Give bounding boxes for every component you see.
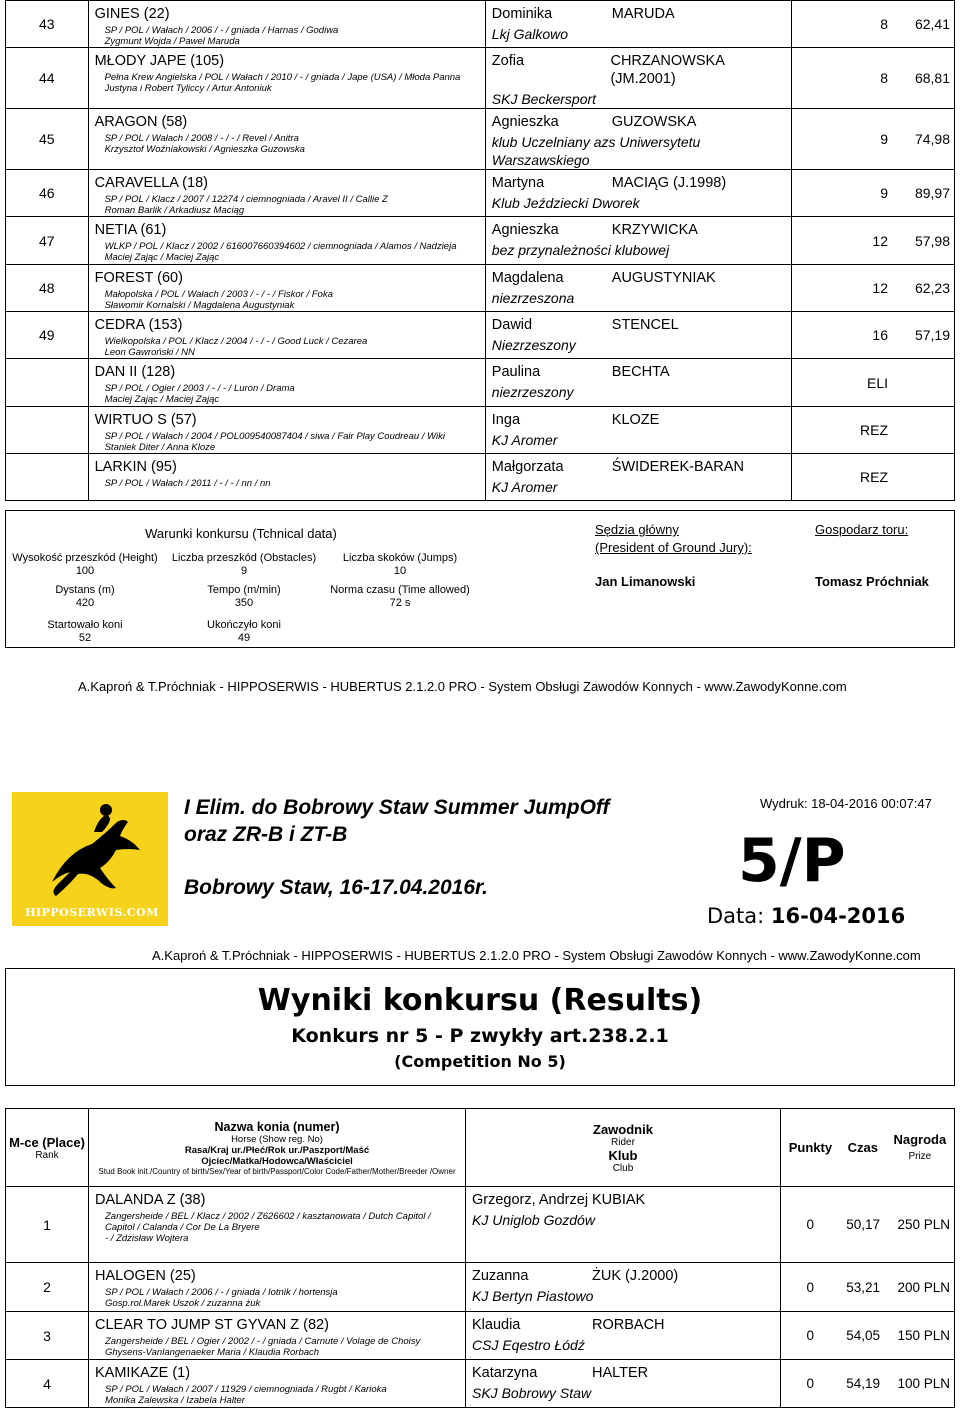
- club-name: Lkj Galkowo: [491, 26, 569, 42]
- judge-label-en: (President of Ground Jury):: [595, 540, 752, 555]
- result-line: [792, 70, 954, 86]
- col-horse-label: Nazwa konia (numer): [214, 1119, 340, 1134]
- print-date: Wydruk: 18-04-2016 00:07:47: [760, 796, 932, 811]
- rider-name: [466, 1263, 780, 1285]
- rider-name: [486, 359, 792, 381]
- place-cell: [6, 1312, 89, 1360]
- result-line: [792, 233, 954, 249]
- place-value: 44: [39, 70, 55, 86]
- results-table-continued: [5, 0, 955, 501]
- place-cell: [6, 217, 89, 265]
- rider-last-name: MACIĄG (J.1998): [611, 175, 727, 191]
- horse-name: CARAVELLA (18): [94, 175, 208, 191]
- rider-cell: [485, 48, 792, 109]
- col-horse-sub1: Horse (Show reg. No): [231, 1133, 323, 1145]
- hipposerwis-logo: [12, 792, 168, 926]
- result-cell: [792, 312, 955, 359]
- time-allowed-value: 72 s: [389, 597, 411, 609]
- result-cell: [781, 1187, 955, 1263]
- time-value: 74,98: [914, 131, 950, 147]
- time-value: 54,19: [846, 1376, 880, 1391]
- time-value: 50,17: [846, 1217, 880, 1232]
- competition-number: (Competition No 5): [394, 1052, 566, 1071]
- place-value: 46: [39, 185, 55, 201]
- club-name: Niezrzeszony: [491, 337, 576, 353]
- horse-name: NETIA (61): [94, 222, 167, 238]
- result-cell: [792, 407, 955, 454]
- time-value: 62,23: [914, 280, 950, 296]
- col-horse: [89, 1109, 466, 1187]
- prize-value: 100 PLN: [897, 1376, 950, 1391]
- horse-cell: [89, 1312, 466, 1360]
- horse-cell: [88, 48, 485, 109]
- result-cell: [792, 170, 955, 217]
- col-rider-label: Zawodnik: [593, 1121, 653, 1137]
- horse-details: Zangersheide / BEL / Ogier / 2002 / - / gniada / Carnute / Volage de Choisy: [105, 1336, 421, 1347]
- points-value: 8: [880, 16, 888, 32]
- table-row: [6, 109, 955, 170]
- rider-name: [486, 312, 792, 334]
- rider-first-name: Inga: [491, 412, 521, 428]
- rider-last-name: AUGUSTYNIAK: [611, 270, 716, 286]
- points-value: REZ: [860, 422, 888, 438]
- result-line: [781, 1280, 954, 1295]
- place-cell: [6, 359, 89, 407]
- rider-name: [466, 1360, 780, 1382]
- horse-name: GINES (22): [94, 6, 170, 22]
- place-cell: [6, 1, 89, 48]
- rider-name: [486, 265, 792, 287]
- place-value: 4: [43, 1375, 51, 1392]
- rider-cell: [485, 265, 792, 312]
- horse-name: DAN II (128): [94, 364, 176, 380]
- table-row: [6, 312, 955, 359]
- rider-name: [486, 407, 792, 429]
- col-points-label: Punkty: [788, 1140, 833, 1155]
- horse-details: SP / POL / Ogier / 2003 / - / - / Luron / Drama: [104, 383, 295, 394]
- speed-label: Tempo (m/min): [207, 584, 281, 596]
- prize-value: 250 PLN: [897, 1217, 950, 1232]
- rider-cell: [466, 1187, 781, 1263]
- horse-name: KAMIKAZE (1): [95, 1365, 191, 1381]
- rider-cell: [485, 1, 792, 48]
- started-value: 52: [78, 632, 92, 644]
- place-value: 48: [39, 280, 55, 296]
- place-value: 45: [39, 131, 55, 147]
- results-title: Wyniki konkursu (Results): [257, 983, 703, 1018]
- rider-first-name: Magdalena: [491, 270, 564, 286]
- table-row: [6, 170, 955, 217]
- jumps-value: 10: [393, 565, 407, 577]
- col-results: [781, 1109, 955, 1187]
- event-subname: oraz ZR-B i ZT-B: [184, 823, 348, 846]
- horse-owners: Roman Barlik / Arkadiusz Maciąg: [104, 205, 245, 216]
- points-value: ELI: [866, 374, 888, 391]
- horse-owners: Gosp.rol.Marek Uszok / zuzanna żuk: [105, 1298, 261, 1309]
- club-name: SKJ Bobrowy Staw: [472, 1385, 592, 1401]
- finished-value: 49: [237, 632, 251, 644]
- rider-first-name: Grzegorz, Andrzej: [472, 1192, 589, 1208]
- horse-details: SP / POL / Wałach / 2007 / 11929 / ciemnogniada / Rugbt / Karioka: [105, 1384, 387, 1395]
- horse-details: Wielkopolska / POL / Klacz / 2004 / - / - / Good Luck / Cezarea: [104, 336, 368, 347]
- result-line: [781, 1328, 954, 1343]
- rider-last-name: KUBIAK: [592, 1192, 646, 1208]
- obstacles-label: Liczba przeszkód (Obstacles): [171, 552, 317, 564]
- horse-cell: [88, 312, 485, 359]
- result-line: [792, 375, 954, 391]
- rider-first-name: Paulina: [491, 364, 541, 380]
- points-value: 9: [880, 131, 888, 147]
- horse-details: SP / POL / Wałach / 2011 / - / - / nn / nn: [104, 478, 271, 489]
- result-cell: [792, 1, 955, 48]
- rider-name: [466, 1312, 780, 1334]
- rider-name: [486, 170, 792, 192]
- horse-name: DALANDA Z (38): [95, 1192, 206, 1208]
- horse-name: LARKIN (95): [94, 459, 177, 475]
- place-cell: [6, 265, 89, 312]
- date-label: Data:: [707, 904, 765, 928]
- horse-owners: Krzysztof Woźniakowski / Agnieszka Guzowska: [104, 144, 305, 155]
- horse-cell: [88, 109, 485, 170]
- rider-last-name: HALTER: [592, 1365, 649, 1381]
- rider-first-name: Zofia: [491, 53, 525, 69]
- club-name: bez przynależności klubowej: [491, 242, 670, 258]
- rider-first-name: Agnieszka: [491, 114, 559, 130]
- time-value: [888, 375, 950, 391]
- time-value: 53,21: [846, 1279, 880, 1295]
- rider-last-name: KRZYWICKA: [611, 222, 698, 238]
- horse-name: CEDRA (153): [94, 317, 183, 333]
- result-cell: [781, 1312, 955, 1360]
- rider-cell: [485, 407, 792, 454]
- horse-name: HALOGEN (25): [95, 1268, 196, 1284]
- rider-name: [486, 217, 792, 239]
- horse-owners: Monika Zalewska / Izabela Halter: [105, 1395, 245, 1406]
- points-value: REZ: [860, 469, 888, 485]
- col-prize-sub: Prize: [908, 1150, 932, 1162]
- result-cell: [781, 1360, 955, 1408]
- time-value: 54,05: [846, 1328, 880, 1343]
- prize-value: 200 PLN: [897, 1279, 950, 1295]
- horse-details: SP / POL / Klacz / 2007 / 12274 / ciemnogniada / Aravel II / Callie Z: [104, 194, 388, 205]
- club-name: KJ Bertyn Piastowo: [472, 1288, 594, 1304]
- table-row: [6, 1187, 955, 1263]
- horse-cell: [88, 454, 485, 501]
- event-place: Bobrowy Staw, 16-17.04.2016r.: [184, 876, 488, 899]
- horse-details: Pełna Krew Angielska / POL / Wałach / 2010 / - / gniada / Jape (USA) / Młoda Panna: [104, 72, 461, 83]
- rider-last-name: CHRZANOWSKA (JM.2001): [610, 53, 725, 87]
- horse-name: MŁODY JAPE (105): [94, 53, 225, 69]
- col-club-sub: Club: [612, 1162, 634, 1174]
- horse-cell: [88, 1, 485, 48]
- horse-owners: Staniek Diter / Anna Kloze: [104, 442, 216, 453]
- table-row: [6, 48, 955, 109]
- horse-owners: Zygmunt Wojda / Pawel Maruda: [104, 36, 240, 47]
- rider-first-name: Klaudia: [472, 1317, 521, 1333]
- horse-details: WLKP / POL / Klacz / 2002 / 616007660394602 / ciemnogniada / Alamos / Nadzieja: [104, 241, 457, 252]
- place-value: 2: [43, 1279, 51, 1295]
- rider-last-name: GUZOWSKA: [611, 114, 697, 130]
- col-prize-label: Nagroda: [893, 1131, 947, 1147]
- table-row: [6, 454, 955, 501]
- rider-cell: [485, 454, 792, 501]
- result-cell: [792, 359, 955, 407]
- place-cell: [6, 170, 89, 217]
- result-line: [781, 1376, 954, 1391]
- results-title-box: [5, 968, 955, 1086]
- rider-name: [486, 454, 792, 476]
- horse-owners: Leon Gawroński / NN: [104, 347, 195, 358]
- table-header-row: [6, 1109, 955, 1187]
- result-cell: [792, 454, 955, 501]
- club-name: CSJ Eqestro Łódź: [472, 1337, 585, 1353]
- col-prize: [893, 1132, 946, 1164]
- rider-cell: [485, 312, 792, 359]
- rider-cell: [485, 109, 792, 170]
- competition-name: Konkurs nr 5 - P zwykły art.238.2.1: [291, 1025, 669, 1047]
- results-table: [5, 1108, 955, 1408]
- horse-cell: [88, 217, 485, 265]
- col-horse-sub2: Rasa/Kraj ur./Płeć/Rok ur./Paszport/Maść: [184, 1144, 370, 1156]
- finished-label: Ukończyło koni: [207, 619, 281, 631]
- place-value: 43: [39, 16, 55, 32]
- points-value: 12: [872, 232, 888, 249]
- started-label: Startowało koni: [47, 619, 123, 631]
- time-value: 68,81: [914, 70, 950, 86]
- software-footer-2: A.Kaproń & T.Próchniak - HIPPOSERWIS - HUBERTUS 2.1.2.0 PRO - System Obsługi Zawodów Konnych - www.ZawodyKonne.com: [152, 948, 921, 963]
- horse-details: Zangersheide / BEL / Klacz / 2002 / Z626602 / kasztanowata / Dutch Capitol / Capitol / Calanda / Cor De La Bryere: [105, 1211, 431, 1233]
- club-name: KJ Aromer: [491, 479, 558, 495]
- result-line: [781, 1217, 954, 1232]
- club-name: SKJ Beckersport: [491, 91, 597, 107]
- rider-last-name: ŻUK (J.2000): [592, 1268, 679, 1284]
- time-value: 57,19: [914, 327, 950, 343]
- judge-name: Jan Limanowski: [595, 574, 696, 589]
- horse-cell: [89, 1187, 466, 1263]
- points-value: 0: [806, 1328, 814, 1343]
- club-name: niezrzeszona: [491, 290, 575, 306]
- rider-last-name: STENCEL: [611, 317, 679, 333]
- table-row: [6, 1360, 955, 1408]
- place-cell: [6, 48, 89, 109]
- result-line: [792, 422, 954, 438]
- horse-owners: Maciej Zając / Maciej Zając: [104, 252, 220, 263]
- col-horse-sub3: Ojciec/Matka/Hodowca/Właściciel: [201, 1155, 353, 1167]
- rider-cell: [466, 1312, 781, 1360]
- points-value: 0: [806, 1279, 814, 1295]
- points-value: 16: [872, 327, 888, 343]
- rider-last-name: MARUDA: [611, 6, 675, 22]
- horse-cell: [89, 1263, 466, 1312]
- rider-first-name: Agnieszka: [491, 222, 559, 238]
- result-cell: [792, 109, 955, 170]
- place-cell: [6, 312, 89, 359]
- result-cell: [792, 265, 955, 312]
- rider-last-name: ŚWIDEREK-BARAN: [611, 459, 744, 475]
- rider-last-name: RORBACH: [592, 1317, 665, 1333]
- horse-owners: - / Zdzisław Wojtera: [105, 1233, 189, 1244]
- result-line: [792, 185, 954, 201]
- horse-cell: [88, 407, 485, 454]
- place-cell: [6, 1187, 89, 1263]
- judge-label-pl: Sędzia główny: [595, 522, 679, 537]
- col-rider: [466, 1109, 781, 1187]
- points-value: 0: [806, 1376, 814, 1391]
- date-value: 16-04-2016: [770, 904, 906, 928]
- horse-owners: Justyna i Robert Tyliccy / Artur Antoniuk: [104, 83, 272, 94]
- place-cell: [6, 1360, 89, 1408]
- col-place: [6, 1109, 89, 1187]
- points-value: 12: [872, 280, 888, 296]
- horse-name: ARAGON (58): [94, 114, 188, 130]
- table-row: [6, 407, 955, 454]
- rider-first-name: Martyna: [491, 175, 545, 191]
- rider-first-name: Katarzyna: [472, 1365, 538, 1381]
- time-value: 89,97: [914, 185, 950, 201]
- place-cell: [6, 109, 89, 170]
- rider-name: [486, 1, 792, 23]
- table-row: [6, 265, 955, 312]
- result-line: [792, 131, 954, 147]
- rider-cell: [485, 170, 792, 217]
- horse-name: WIRTUO S (57): [94, 412, 197, 428]
- competition-code: 5/P: [738, 826, 846, 896]
- place-value: 49: [39, 327, 55, 343]
- jumps-label: Liczba skoków (Jumps): [342, 552, 458, 564]
- rider-name: [486, 109, 792, 131]
- table-row: [6, 217, 955, 265]
- col-club-label: Klub: [608, 1147, 638, 1163]
- col-place-label: M-ce (Place): [9, 1134, 85, 1150]
- club-name: Klub Jeździecki Dworek: [491, 195, 640, 211]
- table-row: [6, 359, 955, 407]
- horse-details: SP / POL / Wałach / 2004 / POL009540087404 / siwa / Fair Play Coudreau / Wiki: [104, 431, 445, 442]
- logo-text: HIPPOSERWIS.COM: [25, 906, 159, 919]
- host-label: Gospodarz toru:: [815, 522, 909, 537]
- rider-first-name: Małgorzata: [491, 459, 564, 475]
- place-cell: [6, 407, 89, 454]
- conditions-box: [5, 510, 955, 648]
- prize-value: 150 PLN: [897, 1328, 950, 1343]
- obstacles-value: 9: [240, 565, 248, 577]
- distance-value: 420: [75, 597, 95, 609]
- points-value: 8: [880, 70, 888, 86]
- club-name: niezrzeszony: [491, 384, 574, 400]
- time-value: 62,41: [914, 16, 950, 32]
- horse-details: SP / POL / Wałach / 2008 / - / - / Revel / Anitra: [104, 133, 299, 144]
- horse-name: CLEAR TO JUMP ST GYVAN Z (82): [95, 1317, 329, 1333]
- judge-label: [595, 521, 752, 557]
- rider-name: [486, 48, 792, 88]
- result-line: [792, 280, 954, 296]
- result-cell: [792, 217, 955, 265]
- conditions-title: Warunki konkursu (Tchnical data): [145, 526, 337, 541]
- place-value: 3: [43, 1327, 51, 1344]
- time-value: [888, 422, 950, 438]
- rider-last-name: BECHTA: [611, 364, 670, 380]
- place-value: 47: [39, 232, 55, 249]
- time-value: 57,98: [914, 232, 950, 249]
- horse-owners: Sławomir Kornalski / Magdalena Augustyniak: [104, 300, 295, 311]
- host-name: Tomasz Próchniak: [815, 574, 929, 589]
- horse-cell: [88, 170, 485, 217]
- result-line: [792, 327, 954, 343]
- place-value: 1: [43, 1216, 51, 1233]
- horse-cell: [89, 1360, 466, 1408]
- rider-name: [466, 1187, 780, 1209]
- col-rider-sub: Rider: [611, 1136, 635, 1148]
- table-row: [6, 1, 955, 48]
- club-name: klub Uczelniany azs Uniwersytetu Warszawskiego: [491, 134, 701, 168]
- horse-owners: Maciej Zając / Maciej Zając: [104, 394, 220, 405]
- rider-first-name: Dawid: [491, 317, 533, 333]
- result-line: [792, 469, 954, 485]
- place-cell: [6, 454, 89, 501]
- points-value: 0: [806, 1217, 814, 1232]
- result-line: [792, 16, 954, 32]
- rider-first-name: Zuzanna: [472, 1268, 529, 1284]
- time-allowed-label: Norma czasu (Time allowed): [330, 584, 470, 596]
- horse-details: SP / POL / Wałach / 2006 / - / gniada / Iotnik / hortensja: [105, 1287, 338, 1298]
- height-value: 100: [75, 565, 95, 577]
- table-row: [6, 1263, 955, 1312]
- col-place-sub: Rank: [35, 1149, 59, 1161]
- points-value: 9: [880, 185, 888, 201]
- club-name: KJ Aromer: [491, 432, 558, 448]
- competition-date: [707, 904, 905, 928]
- rider-cell: [466, 1360, 781, 1408]
- rider-cell: [485, 217, 792, 265]
- software-footer: A.Kaproń & T.Próchniak - HIPPOSERWIS - HUBERTUS 2.1.2.0 PRO - System Obsługi Zawodów Konnych - www.ZawodyKonne.com: [78, 679, 847, 694]
- place-cell: [6, 1263, 89, 1312]
- result-cell: [781, 1263, 955, 1312]
- horse-cell: [88, 359, 485, 407]
- col-horse-sub4: Stud Book init./Country of birth/Sex/Year of birth/Passport/Color Code/Father/Mother/Breeder /Owner: [98, 1166, 456, 1176]
- table-row: [6, 1312, 955, 1360]
- speed-value: 350: [234, 597, 254, 609]
- rider-first-name: Dominika: [491, 6, 553, 22]
- event-name: I Elim. do Bobrowy Staw Summer JumpOff: [184, 796, 610, 819]
- col-time-label: Czas: [847, 1140, 878, 1155]
- horse-cell: [88, 265, 485, 312]
- result-cell: [792, 48, 955, 109]
- rider-last-name: KLOZE: [611, 412, 660, 428]
- horse-details: Małopolska / POL / Wałach / 2003 / - / - / Fiskor / Foka: [104, 289, 333, 300]
- horse-name: FOREST (60): [94, 270, 183, 286]
- rider-cell: [466, 1263, 781, 1312]
- distance-label: Dystans (m): [55, 584, 115, 596]
- height-label: Wysokość przeszkód (Height): [12, 552, 158, 564]
- horse-owners: Ghysens-Vanlangenaeker Maria / Klaudia Rorbach: [105, 1347, 320, 1358]
- club-name: KJ Uniglob Gozdów: [472, 1212, 595, 1228]
- time-value: [888, 469, 950, 485]
- rider-cell: [485, 359, 792, 407]
- horse-details: SP / POL / Wałach / 2006 / - / gniada / Harnas / Godiwa: [104, 25, 339, 36]
